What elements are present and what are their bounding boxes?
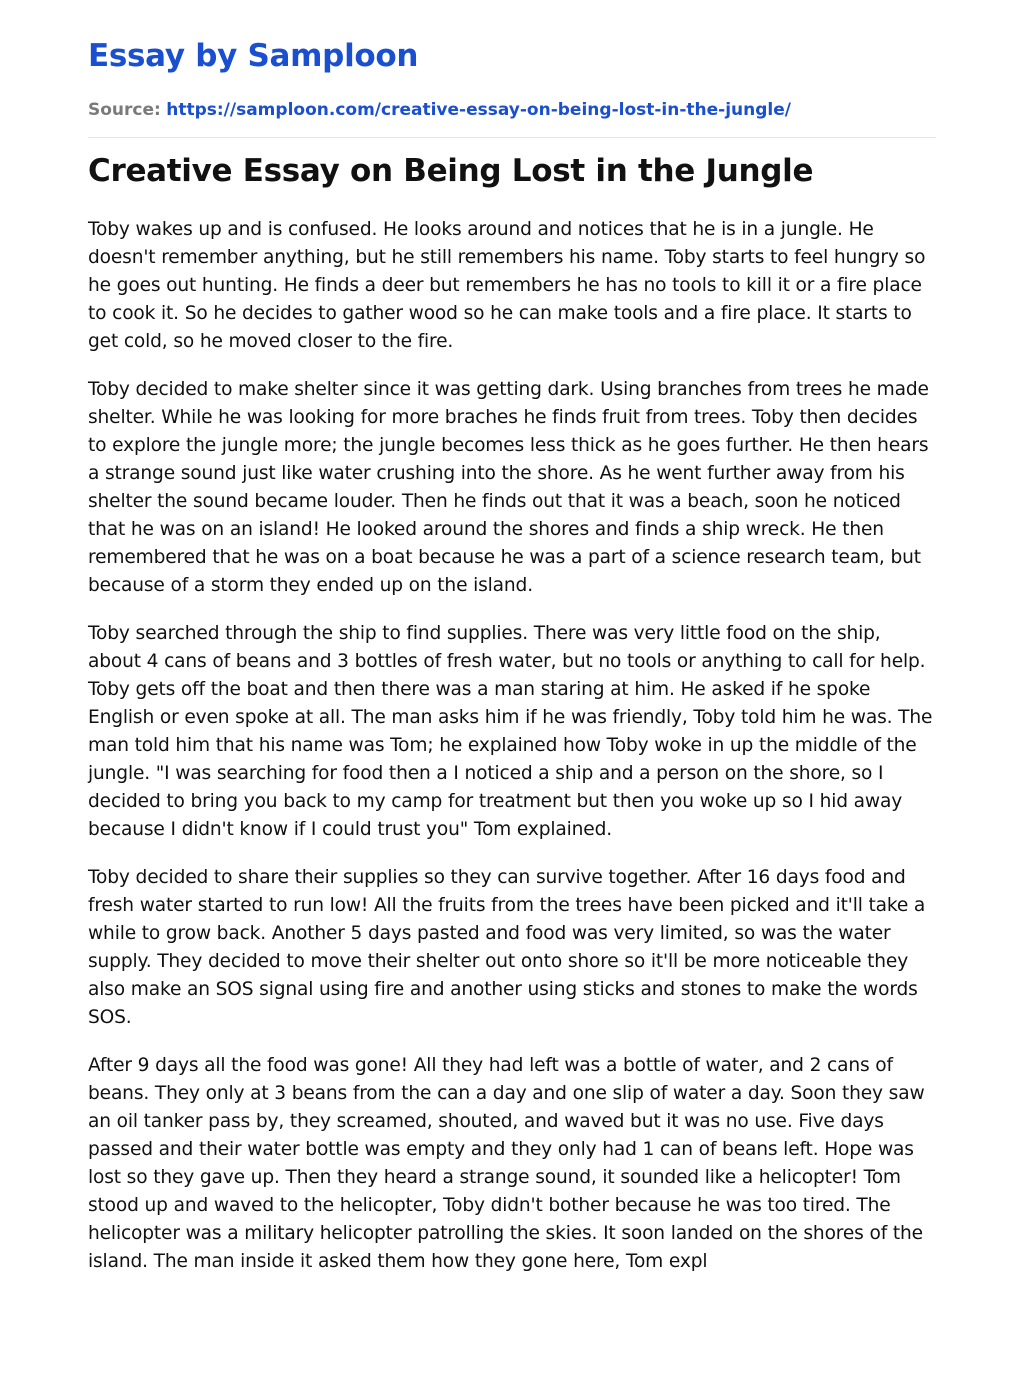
brand-title: Essay by Samploon (88, 38, 419, 74)
header-divider (88, 137, 936, 138)
essay-paragraph-3: Toby searched through the ship to find supplies. There was very little food on the ship, about 4 cans of beans and 3 bottles of fresh water, but no tools or anything to call for help. Toby gets off the boat and then there was a man staring at him. He asked if he spoke English or even spoke at all. The man asks him if he was friendly, Toby told him he was. The man told him that his name was Tom; he explained how Toby woke in up the middle of the jungle. "I was searching for food then a I noticed a ship and a person on the shore, so I decided to bring you back to my camp for treatment but then you woke up so I hid away because I didn't know if I could trust you" Tom explained. (88, 623, 933, 840)
essay-paragraph-5: After 9 days all the food was gone! All they had left was a bottle of water, and 2 cans of beans. They only at 3 beans from the can a day and one slip of water a day. Soon they saw an oil tanker pass by, they screamed, shouted, and waved but it was no use. Five days passed and their water bottle was empty and they only had 1 can of beans left. Hope was lost so they gave up. Then they heard a strange sound, it sounded like a helicopter! Tom stood up and waved to the helicopter, Toby didn't bother because he was too tired. The helicopter was a military helicopter patrolling the skies. It soon landed on the shores of the island. The man inside it asked them how they gone here, Tom expl (88, 1055, 925, 1272)
source-link[interactable]: https://samploon.com/creative-essay-on-being-lost-in-the-jungle/ (166, 100, 791, 120)
essay-paragraph-1: Toby wakes up and is confused. He looks around and notices that he is in a jungle. He doesn't remember anything, but he still remembers his name. Toby starts to feel hungry so he goes out hunting. He finds a deer but remembers he has no tools to kill it or a fire place to cook it. So he decides to gather wood so he can make tools and a fire place. It starts to get cold, so he moved closer to the fire. (88, 219, 926, 352)
source-label: Source: (88, 100, 161, 120)
essay-title: Creative Essay on Being Lost in the Jungle (88, 153, 814, 189)
essay-body (88, 216, 936, 1276)
essay-paragraph-2: Toby decided to make shelter since it was getting dark. Using branches from trees he made shelter. While he was looking for more braches he finds fruit from trees. Toby then decides to explore the jungle more; the jungle becomes less thick as he goes further. He then hears a strange sound just like water crushing into the shore. As he went further away from his shelter the sound became louder. Then he finds out that it was a beach, soon he noticed that he was on an island! He looked around the shores and finds a ship wreck. He then remembered that he was on a boat because he was a part of a science research team, but because of a storm they ended up on the island. (88, 379, 929, 596)
source-line (88, 98, 936, 122)
essay-paragraph-4: Toby decided to share their supplies so they can survive together. After 16 days food and fresh water started to run low! All the fruits from the trees have been picked and it'll take a while to grow back. Another 5 days pasted and food was very limited, so was the water supply. They decided to move their shelter out onto shore so it'll be more noticeable they also make an SOS signal using fire and another using sticks and stones to make the words SOS. (88, 867, 926, 1028)
